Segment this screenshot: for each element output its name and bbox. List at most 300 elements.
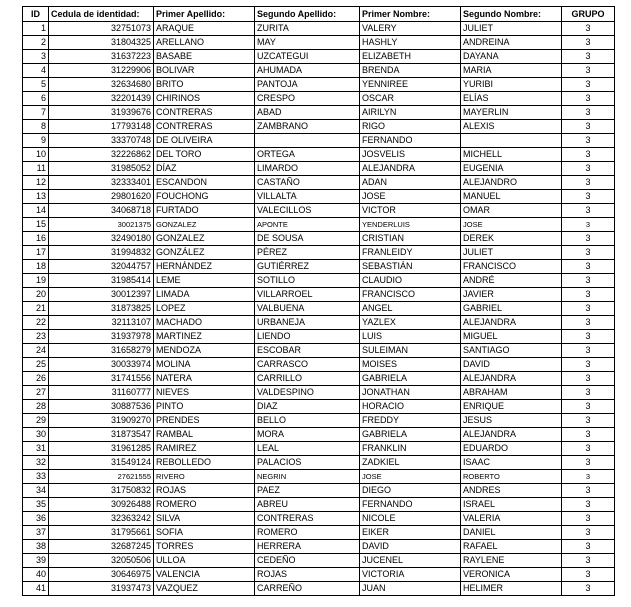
cell-primer-apellido[interactable]: RIVERO — [154, 470, 255, 484]
cell-segundo-apellido[interactable]: LIMARDO — [255, 162, 360, 176]
cell-primer-nombre[interactable]: JOSE — [360, 470, 461, 484]
cell-id[interactable]: 2 — [23, 36, 49, 50]
cell-id[interactable]: 5 — [23, 78, 49, 92]
cell-cedula[interactable]: 31937978 — [49, 330, 154, 344]
cell-primer-apellido[interactable]: CONTRERAS — [154, 120, 255, 134]
cell-primer-nombre[interactable]: OSCAR — [360, 92, 461, 106]
cell-segundo-apellido[interactable]: PAEZ — [255, 484, 360, 498]
cell-segundo-nombre[interactable]: DAYANA — [461, 50, 562, 64]
cell-grupo[interactable]: 3 — [562, 190, 615, 204]
cell-primer-nombre[interactable]: FRANKLIN — [360, 442, 461, 456]
cell-cedula[interactable]: 32687245 — [49, 540, 154, 554]
cell-id[interactable]: 27 — [23, 386, 49, 400]
cell-cedula[interactable]: 32490180 — [49, 232, 154, 246]
cell-grupo[interactable]: 3 — [562, 120, 615, 134]
cell-primer-nombre[interactable]: GABRIELA — [360, 428, 461, 442]
cell-cedula[interactable]: 30012397 — [49, 288, 154, 302]
cell-segundo-nombre[interactable]: DAVID — [461, 358, 562, 372]
cell-segundo-nombre[interactable]: DEREK — [461, 232, 562, 246]
cell-segundo-apellido[interactable]: ABAD — [255, 106, 360, 120]
cell-cedula[interactable]: 34068718 — [49, 204, 154, 218]
cell-segundo-apellido[interactable]: CONTRERAS — [255, 512, 360, 526]
cell-segundo-nombre[interactable]: ROBERTO — [461, 470, 562, 484]
cell-primer-nombre[interactable]: YENNIREE — [360, 78, 461, 92]
cell-segundo-apellido[interactable]: PÉREZ — [255, 246, 360, 260]
cell-segundo-nombre[interactable]: MIGUEL — [461, 330, 562, 344]
cell-segundo-nombre[interactable]: ELÍAS — [461, 92, 562, 106]
cell-primer-apellido[interactable]: FOUCHONG — [154, 190, 255, 204]
cell-primer-nombre[interactable]: EIKER — [360, 526, 461, 540]
cell-primer-nombre[interactable]: ALEJANDRA — [360, 162, 461, 176]
cell-id[interactable]: 28 — [23, 400, 49, 414]
cell-id[interactable]: 32 — [23, 456, 49, 470]
cell-primer-apellido[interactable]: REBOLLEDO — [154, 456, 255, 470]
cell-primer-nombre[interactable]: LUIS — [360, 330, 461, 344]
cell-cedula[interactable]: 30887536 — [49, 400, 154, 414]
cell-segundo-nombre[interactable]: JOSE — [461, 218, 562, 232]
cell-cedula[interactable]: 31750832 — [49, 484, 154, 498]
cell-primer-apellido[interactable]: TORRES — [154, 540, 255, 554]
cell-segundo-nombre[interactable]: VERONICA — [461, 568, 562, 582]
cell-cedula[interactable]: 31637223 — [49, 50, 154, 64]
cell-primer-apellido[interactable]: ULLOA — [154, 554, 255, 568]
cell-cedula[interactable]: 31795661 — [49, 526, 154, 540]
cell-primer-apellido[interactable]: FURTADO — [154, 204, 255, 218]
cell-grupo[interactable]: 3 — [562, 470, 615, 484]
cell-segundo-nombre[interactable]: ALEJANDRO — [461, 176, 562, 190]
cell-segundo-nombre[interactable]: JESUS — [461, 414, 562, 428]
cell-id[interactable]: 14 — [23, 204, 49, 218]
cell-id[interactable]: 12 — [23, 176, 49, 190]
cell-id[interactable]: 13 — [23, 190, 49, 204]
cell-cedula[interactable]: 32751073 — [49, 22, 154, 36]
cell-grupo[interactable]: 3 — [562, 442, 615, 456]
cell-segundo-apellido[interactable]: VALECILLOS — [255, 204, 360, 218]
cell-segundo-nombre[interactable]: ISRAEL — [461, 498, 562, 512]
cell-id[interactable]: 17 — [23, 246, 49, 260]
cell-segundo-nombre[interactable]: ANDRES — [461, 484, 562, 498]
cell-primer-nombre[interactable]: MOISES — [360, 358, 461, 372]
cell-primer-apellido[interactable]: ROMERO — [154, 498, 255, 512]
cell-segundo-apellido[interactable]: LEAL — [255, 442, 360, 456]
header-cedula[interactable]: Cedula de identidad: — [49, 7, 154, 22]
cell-grupo[interactable]: 3 — [562, 498, 615, 512]
cell-segundo-apellido[interactable]: DIAZ — [255, 400, 360, 414]
cell-segundo-apellido[interactable]: GUTIÉRREZ — [255, 260, 360, 274]
cell-cedula[interactable]: 31994832 — [49, 246, 154, 260]
cell-segundo-nombre[interactable]: SANTIAGO — [461, 344, 562, 358]
cell-cedula[interactable]: 31741556 — [49, 372, 154, 386]
cell-cedula[interactable]: 31873825 — [49, 302, 154, 316]
cell-segundo-apellido[interactable]: URBANEJA — [255, 316, 360, 330]
cell-segundo-nombre[interactable]: EDUARDO — [461, 442, 562, 456]
table-row — [23, 260, 615, 274]
cell-id[interactable]: 25 — [23, 358, 49, 372]
cell-grupo[interactable]: 3 — [562, 176, 615, 190]
cell-cedula[interactable]: 32044757 — [49, 260, 154, 274]
cell-primer-apellido[interactable]: VAZQUEZ — [154, 582, 255, 596]
cell-segundo-apellido[interactable]: DE SOUSA — [255, 232, 360, 246]
cell-primer-apellido[interactable]: GONZALEZ — [154, 218, 255, 232]
cell-id[interactable]: 38 — [23, 540, 49, 554]
cell-primer-nombre[interactable]: CRISTIAN — [360, 232, 461, 246]
cell-primer-apellido[interactable]: SILVA — [154, 512, 255, 526]
cell-primer-apellido[interactable]: HERNÁNDEZ — [154, 260, 255, 274]
cell-cedula[interactable]: 30021375 — [49, 218, 154, 232]
cell-cedula[interactable]: 32634680 — [49, 78, 154, 92]
cell-segundo-apellido[interactable]: VILLALTA — [255, 190, 360, 204]
cell-cedula[interactable]: 32113107 — [49, 316, 154, 330]
cell-grupo[interactable]: 3 — [562, 106, 615, 120]
cell-grupo[interactable]: 3 — [562, 316, 615, 330]
cell-segundo-nombre[interactable]: GABRIEL — [461, 302, 562, 316]
cell-grupo[interactable]: 3 — [562, 330, 615, 344]
cell-primer-nombre[interactable]: FRANLEIDY — [360, 246, 461, 260]
cell-primer-apellido[interactable]: ROJAS — [154, 484, 255, 498]
cell-primer-apellido[interactable]: GONZÁLEZ — [154, 246, 255, 260]
cell-grupo[interactable]: 3 — [562, 512, 615, 526]
cell-segundo-nombre[interactable]: ALEXIS — [461, 120, 562, 134]
cell-grupo[interactable]: 3 — [562, 134, 615, 148]
cell-primer-apellido[interactable]: CONTRERAS — [154, 106, 255, 120]
cell-primer-apellido[interactable]: ARELLANO — [154, 36, 255, 50]
cell-grupo[interactable]: 3 — [562, 554, 615, 568]
cell-primer-nombre[interactable]: VICTORIA — [360, 568, 461, 582]
cell-id[interactable]: 10 — [23, 148, 49, 162]
cell-grupo[interactable]: 3 — [562, 414, 615, 428]
cell-cedula[interactable]: 31937473 — [49, 582, 154, 596]
cell-grupo[interactable]: 3 — [562, 568, 615, 582]
table-row — [23, 344, 615, 358]
cell-id[interactable]: 39 — [23, 554, 49, 568]
cell-primer-apellido[interactable]: DÍAZ — [154, 162, 255, 176]
cell-id[interactable]: 3 — [23, 50, 49, 64]
cell-segundo-apellido[interactable]: CASTAÑO — [255, 176, 360, 190]
cell-grupo[interactable]: 3 — [562, 50, 615, 64]
cell-primer-apellido[interactable]: LIMADA — [154, 288, 255, 302]
cell-primer-apellido[interactable]: DE OLIVEIRA — [154, 134, 255, 148]
cell-segundo-apellido[interactable]: ABREU — [255, 498, 360, 512]
cell-primer-apellido[interactable]: RAMIREZ — [154, 442, 255, 456]
cell-cedula[interactable]: 30033974 — [49, 358, 154, 372]
cell-primer-nombre[interactable]: ELIZABETH — [360, 50, 461, 64]
cell-segundo-apellido[interactable]: CARRILLO — [255, 372, 360, 386]
cell-grupo[interactable]: 3 — [562, 78, 615, 92]
cell-cedula[interactable]: 31229906 — [49, 64, 154, 78]
cell-primer-nombre[interactable]: VALERY — [360, 22, 461, 36]
cell-segundo-nombre[interactable]: JULIET — [461, 246, 562, 260]
header-segundo-apellido[interactable]: Segundo Apellido: — [255, 7, 360, 22]
cell-segundo-apellido[interactable] — [255, 134, 360, 148]
cell-primer-nombre[interactable]: YENDERLUIS — [360, 218, 461, 232]
cell-primer-nombre[interactable]: HASHLY — [360, 36, 461, 50]
cell-id[interactable]: 4 — [23, 64, 49, 78]
table-row — [23, 484, 615, 498]
header-segundo-nombre[interactable]: Segundo Nombre: — [461, 7, 562, 22]
cell-primer-apellido[interactable]: NIEVES — [154, 386, 255, 400]
cell-grupo[interactable]: 3 — [562, 246, 615, 260]
cell-cedula[interactable]: 29801620 — [49, 190, 154, 204]
cell-segundo-apellido[interactable]: SOTILLO — [255, 274, 360, 288]
cell-cedula[interactable]: 31985052 — [49, 162, 154, 176]
cell-id[interactable]: 23 — [23, 330, 49, 344]
cell-primer-apellido[interactable]: MACHADO — [154, 316, 255, 330]
cell-primer-apellido[interactable]: GONZALEZ — [154, 232, 255, 246]
cell-primer-nombre[interactable]: SULEIMAN — [360, 344, 461, 358]
cell-cedula[interactable]: 32333401 — [49, 176, 154, 190]
cell-cedula[interactable]: 31873547 — [49, 428, 154, 442]
cell-grupo[interactable]: 3 — [562, 582, 615, 596]
cell-segundo-nombre[interactable]: ALEJANDRA — [461, 428, 562, 442]
cell-primer-nombre[interactable]: BRENDA — [360, 64, 461, 78]
cell-id[interactable]: 31 — [23, 442, 49, 456]
cell-segundo-nombre[interactable]: RAYLENE — [461, 554, 562, 568]
cell-primer-apellido[interactable]: SOFIA — [154, 526, 255, 540]
cell-segundo-apellido[interactable]: CARREÑO — [255, 582, 360, 596]
cell-primer-nombre[interactable]: GABRIELA — [360, 372, 461, 386]
cell-id[interactable]: 26 — [23, 372, 49, 386]
cell-id[interactable]: 40 — [23, 568, 49, 582]
cell-segundo-apellido[interactable]: CEDEÑO — [255, 554, 360, 568]
cell-segundo-nombre[interactable]: MANUEL — [461, 190, 562, 204]
table-row — [23, 134, 615, 148]
cell-cedula[interactable]: 32201439 — [49, 92, 154, 106]
cell-segundo-nombre[interactable]: YURIBI — [461, 78, 562, 92]
cell-grupo[interactable]: 3 — [562, 484, 615, 498]
header-primer-apellido[interactable]: Primer Apellido: — [154, 7, 255, 22]
cell-cedula[interactable]: 32363242 — [49, 512, 154, 526]
cell-cedula[interactable]: 31961285 — [49, 442, 154, 456]
header-id[interactable]: ID — [23, 7, 49, 22]
cell-segundo-nombre[interactable]: ANDRÉ — [461, 274, 562, 288]
cell-cedula[interactable]: 30926488 — [49, 498, 154, 512]
cell-cedula[interactable]: 31549124 — [49, 456, 154, 470]
cell-primer-apellido[interactable]: ESCANDON — [154, 176, 255, 190]
cell-grupo[interactable]: 3 — [562, 372, 615, 386]
table-row — [23, 36, 615, 50]
cell-primer-nombre[interactable]: NICOLE — [360, 512, 461, 526]
cell-id[interactable]: 33 — [23, 470, 49, 484]
cell-grupo[interactable]: 3 — [562, 92, 615, 106]
cell-segundo-apellido[interactable]: APONTE — [255, 218, 360, 232]
cell-id[interactable]: 9 — [23, 134, 49, 148]
cell-segundo-apellido[interactable]: ZURITA — [255, 22, 360, 36]
cell-segundo-apellido[interactable]: AHUMADA — [255, 64, 360, 78]
cell-grupo[interactable]: 3 — [562, 274, 615, 288]
cell-cedula[interactable]: 31985414 — [49, 274, 154, 288]
cell-segundo-nombre[interactable]: EUGENIA — [461, 162, 562, 176]
cell-primer-apellido[interactable]: MARTINEZ — [154, 330, 255, 344]
cell-id[interactable]: 36 — [23, 512, 49, 526]
cell-grupo[interactable]: 3 — [562, 526, 615, 540]
cell-primer-nombre[interactable]: ADAN — [360, 176, 461, 190]
cell-grupo[interactable]: 3 — [562, 540, 615, 554]
cell-primer-nombre[interactable]: FERNANDO — [360, 134, 461, 148]
cell-primer-nombre[interactable]: DAVID — [360, 540, 461, 554]
cell-primer-nombre[interactable]: FERNANDO — [360, 498, 461, 512]
cell-segundo-apellido[interactable]: ROMERO — [255, 526, 360, 540]
cell-primer-nombre[interactable]: RIGO — [360, 120, 461, 134]
cell-grupo[interactable]: 3 — [562, 162, 615, 176]
cell-primer-nombre[interactable]: JOSVELIS — [360, 148, 461, 162]
cell-id[interactable]: 37 — [23, 526, 49, 540]
cell-id[interactable]: 16 — [23, 232, 49, 246]
cell-primer-apellido[interactable]: DEL TORO — [154, 148, 255, 162]
cell-cedula[interactable]: 17793148 — [49, 120, 154, 134]
cell-cedula[interactable]: 31804325 — [49, 36, 154, 50]
cell-primer-nombre[interactable]: DIEGO — [360, 484, 461, 498]
cell-segundo-apellido[interactable]: HERRERA — [255, 540, 360, 554]
cell-segundo-apellido[interactable]: LIENDO — [255, 330, 360, 344]
cell-id[interactable]: 19 — [23, 274, 49, 288]
cell-grupo[interactable]: 3 — [562, 400, 615, 414]
cell-segundo-nombre[interactable]: OMAR — [461, 204, 562, 218]
cell-segundo-apellido[interactable]: ZAMBRANO — [255, 120, 360, 134]
cell-segundo-apellido[interactable]: CRESPO — [255, 92, 360, 106]
cell-segundo-nombre[interactable]: HELIMER — [461, 582, 562, 596]
cell-primer-apellido[interactable]: ARAQUE — [154, 22, 255, 36]
cell-id[interactable]: 20 — [23, 288, 49, 302]
cell-primer-nombre[interactable]: ZADKIEL — [360, 456, 461, 470]
cell-grupo[interactable]: 3 — [562, 260, 615, 274]
cell-segundo-nombre[interactable]: ANDREINA — [461, 36, 562, 50]
cell-grupo[interactable]: 3 — [562, 204, 615, 218]
cell-primer-nombre[interactable]: JONATHAN — [360, 386, 461, 400]
cell-segundo-apellido[interactable]: MORA — [255, 428, 360, 442]
cell-segundo-apellido[interactable]: CARRASCO — [255, 358, 360, 372]
cell-grupo[interactable]: 3 — [562, 358, 615, 372]
cell-segundo-apellido[interactable]: ROJAS — [255, 568, 360, 582]
cell-primer-apellido[interactable]: MOLINA — [154, 358, 255, 372]
cell-cedula[interactable]: 31658279 — [49, 344, 154, 358]
cell-primer-nombre[interactable]: FREDDY — [360, 414, 461, 428]
cell-primer-nombre[interactable]: JUAN — [360, 582, 461, 596]
cell-segundo-apellido[interactable]: MAY — [255, 36, 360, 50]
cell-segundo-apellido[interactable]: VILLARROEL — [255, 288, 360, 302]
cell-segundo-apellido[interactable]: VALBUENA — [255, 302, 360, 316]
cell-segundo-nombre[interactable]: ABRAHAM — [461, 386, 562, 400]
cell-primer-apellido[interactable]: PINTO — [154, 400, 255, 414]
cell-grupo[interactable]: 3 — [562, 232, 615, 246]
cell-primer-apellido[interactable]: LEME — [154, 274, 255, 288]
cell-segundo-nombre[interactable]: DANIEL — [461, 526, 562, 540]
cell-primer-apellido[interactable]: NATERA — [154, 372, 255, 386]
cell-primer-apellido[interactable]: RAMBAL — [154, 428, 255, 442]
cell-cedula[interactable]: 31909270 — [49, 414, 154, 428]
cell-primer-apellido[interactable]: BRITO — [154, 78, 255, 92]
table-row — [23, 246, 615, 260]
cell-segundo-nombre[interactable]: ALEJANDRA — [461, 316, 562, 330]
header-primer-nombre[interactable]: Primer Nombre: — [360, 7, 461, 22]
cell-segundo-nombre[interactable]: VALERIA — [461, 512, 562, 526]
cell-id[interactable]: 22 — [23, 316, 49, 330]
cell-grupo[interactable]: 3 — [562, 64, 615, 78]
cell-segundo-apellido[interactable]: PALACIOS — [255, 456, 360, 470]
cell-id[interactable]: 15 — [23, 218, 49, 232]
cell-id[interactable]: 8 — [23, 120, 49, 134]
cell-primer-apellido[interactable]: LOPEZ — [154, 302, 255, 316]
cell-id[interactable]: 6 — [23, 92, 49, 106]
cell-segundo-nombre[interactable]: ALEJANDRA — [461, 372, 562, 386]
cell-grupo[interactable]: 3 — [562, 428, 615, 442]
cell-cedula[interactable]: 33370748 — [49, 134, 154, 148]
cell-cedula[interactable]: 32050506 — [49, 554, 154, 568]
cell-primer-apellido[interactable]: CHIRINOS — [154, 92, 255, 106]
cell-grupo[interactable]: 3 — [562, 22, 615, 36]
cell-segundo-nombre[interactable]: JULIET — [461, 22, 562, 36]
cell-primer-apellido[interactable]: MENDOZA — [154, 344, 255, 358]
header-grupo[interactable]: GRUPO — [562, 7, 615, 22]
cell-cedula[interactable]: 32226862 — [49, 148, 154, 162]
cell-segundo-apellido[interactable]: PANTOJA — [255, 78, 360, 92]
cell-segundo-apellido[interactable]: UZCATEGUI — [255, 50, 360, 64]
cell-grupo[interactable]: 3 — [562, 302, 615, 316]
cell-primer-nombre[interactable]: ANGEL — [360, 302, 461, 316]
cell-id[interactable]: 21 — [23, 302, 49, 316]
cell-id[interactable]: 18 — [23, 260, 49, 274]
cell-segundo-nombre[interactable]: MARIA — [461, 64, 562, 78]
cell-segundo-apellido[interactable]: ESCOBAR — [255, 344, 360, 358]
cell-grupo[interactable]: 3 — [562, 344, 615, 358]
cell-primer-apellido[interactable]: PRENDES — [154, 414, 255, 428]
cell-segundo-apellido[interactable]: BELLO — [255, 414, 360, 428]
cell-segundo-nombre[interactable]: MICHELL — [461, 148, 562, 162]
cell-segundo-apellido[interactable]: NEGRIN — [255, 470, 360, 484]
cell-primer-nombre[interactable]: JUCENEL — [360, 554, 461, 568]
cell-primer-nombre[interactable]: JOSE — [360, 190, 461, 204]
cell-grupo[interactable]: 3 — [562, 288, 615, 302]
cell-id[interactable]: 24 — [23, 344, 49, 358]
cell-cedula[interactable]: 31939676 — [49, 106, 154, 120]
cell-grupo[interactable]: 3 — [562, 36, 615, 50]
cell-id[interactable]: 1 — [23, 22, 49, 36]
cell-grupo[interactable]: 3 — [562, 148, 615, 162]
cell-primer-nombre[interactable]: HORACIO — [360, 400, 461, 414]
cell-grupo[interactable]: 3 — [562, 218, 615, 232]
cell-primer-apellido[interactable]: BOLIVAR — [154, 64, 255, 78]
cell-cedula[interactable]: 27621555 — [49, 470, 154, 484]
cell-id[interactable]: 35 — [23, 498, 49, 512]
cell-id[interactable]: 41 — [23, 582, 49, 596]
cell-grupo[interactable]: 3 — [562, 456, 615, 470]
cell-cedula[interactable]: 30646975 — [49, 568, 154, 582]
cell-segundo-nombre[interactable]: ENRIQUE — [461, 400, 562, 414]
cell-id[interactable]: 30 — [23, 428, 49, 442]
cell-cedula[interactable]: 31160777 — [49, 386, 154, 400]
cell-segundo-nombre[interactable]: FRANCISCO — [461, 260, 562, 274]
cell-id[interactable]: 7 — [23, 106, 49, 120]
cell-primer-nombre[interactable]: AIRILYN — [360, 106, 461, 120]
cell-primer-nombre[interactable]: CLAUDIO — [360, 274, 461, 288]
cell-primer-apellido[interactable]: VALENCIA — [154, 568, 255, 582]
cell-segundo-nombre[interactable]: JAVIER — [461, 288, 562, 302]
cell-primer-nombre[interactable]: YAZLEX — [360, 316, 461, 330]
cell-grupo[interactable]: 3 — [562, 386, 615, 400]
cell-segundo-apellido[interactable]: VALDESPINO — [255, 386, 360, 400]
cell-segundo-nombre[interactable]: RAFAEL — [461, 540, 562, 554]
cell-segundo-nombre[interactable]: ISAAC — [461, 456, 562, 470]
cell-primer-apellido[interactable]: BASABE — [154, 50, 255, 64]
cell-primer-nombre[interactable]: SEBASTIÁN — [360, 260, 461, 274]
cell-id[interactable]: 34 — [23, 484, 49, 498]
cell-segundo-nombre[interactable] — [461, 134, 562, 148]
cell-id[interactable]: 11 — [23, 162, 49, 176]
cell-segundo-nombre[interactable]: MAYERLIN — [461, 106, 562, 120]
cell-primer-nombre[interactable]: FRANCISCO — [360, 288, 461, 302]
cell-primer-nombre[interactable]: VICTOR — [360, 204, 461, 218]
cell-segundo-apellido[interactable]: ORTEGA — [255, 148, 360, 162]
cell-id[interactable]: 29 — [23, 414, 49, 428]
